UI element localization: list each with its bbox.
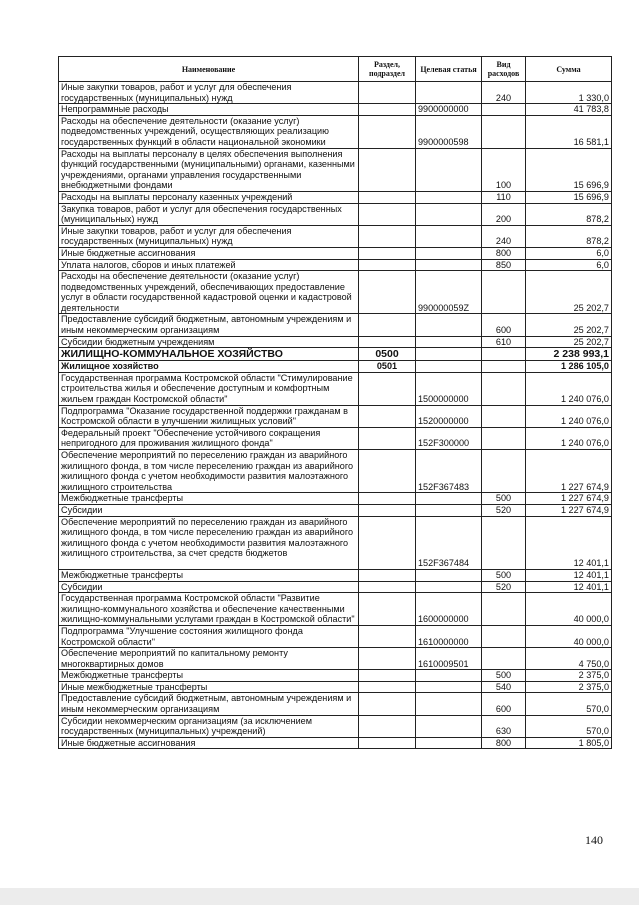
- cell-section: [359, 504, 416, 516]
- table-row: [59, 104, 612, 116]
- cell-target: [416, 715, 482, 737]
- cell-section: [359, 82, 416, 104]
- cell-section: [359, 569, 416, 581]
- cell-kind: [482, 593, 526, 626]
- cell-name: Иные закупки товаров, работ и услуг для обеспечения государственных (муниципальных) нужд: [59, 225, 359, 247]
- cell-section: [359, 493, 416, 505]
- cell-name: Расходы на обеспечение деятельности (оказание услуг) подведомственных учреждений, обеспечивающих предоставление услуг в области государственной кадастровой оценки и кадастровой деятельности: [59, 271, 359, 314]
- cell-target: [416, 191, 482, 203]
- cell-kind: 630: [482, 715, 526, 737]
- cell-kind: 850: [482, 259, 526, 271]
- table-row: [59, 569, 612, 581]
- cell-kind: 610: [482, 336, 526, 348]
- cell-name: Субсидии некоммерческим организациям (за исключением государственных (муниципальных) учреждений): [59, 715, 359, 737]
- cell-sum: 15 696,9: [526, 148, 612, 191]
- cell-sum: 15 696,9: [526, 191, 612, 203]
- cell-section: [359, 372, 416, 405]
- cell-name: Федеральный проект "Обеспечение устойчивого сокращения непригодного для проживания жилищного фонда": [59, 427, 359, 449]
- cell-section: [359, 737, 416, 749]
- cell-section: [359, 203, 416, 225]
- cell-target: [416, 203, 482, 225]
- cell-name: Обеспечение мероприятий по переселению граждан из аварийного жилищного фонда, в том числе переселению граждан из аварийного жилищного фонда с учетом необходимости развития малоэтажного жилищного строительства: [59, 450, 359, 493]
- cell-target: 1610000000: [416, 625, 482, 647]
- header-section: Раздел, подраздел: [359, 57, 416, 82]
- header-sum: Сумма: [526, 57, 612, 82]
- cell-kind: 240: [482, 82, 526, 104]
- cell-target: [416, 493, 482, 505]
- cell-kind: [482, 348, 526, 361]
- table-row: [59, 693, 612, 715]
- cell-kind: 240: [482, 225, 526, 247]
- cell-name: Субсидии: [59, 504, 359, 516]
- table-row: [59, 593, 612, 626]
- cell-kind: 800: [482, 737, 526, 749]
- cell-kind: 520: [482, 504, 526, 516]
- cell-section: [359, 581, 416, 593]
- cell-kind: 500: [482, 493, 526, 505]
- cell-name: Обеспечение мероприятий по переселению граждан из аварийного жилищного фонда, в том числе переселению граждан из аварийного жилищного фонда с учетом необходимости развития малоэтажного жилищного строительства, за счет средств бюджетов: [59, 516, 359, 569]
- cell-section: 0500: [359, 348, 416, 361]
- cell-name: Иные бюджетные ассигнования: [59, 737, 359, 749]
- table-body: [59, 82, 612, 749]
- cell-sum: 25 202,7: [526, 271, 612, 314]
- cell-sum: 2 375,0: [526, 681, 612, 693]
- cell-sum: 1 240 076,0: [526, 427, 612, 449]
- table-row: [59, 670, 612, 682]
- table-row: [59, 247, 612, 259]
- cell-target: 1520000000: [416, 405, 482, 427]
- cell-section: [359, 670, 416, 682]
- cell-name: Обеспечение мероприятий по капитальному ремонту многоквартирных домов: [59, 648, 359, 670]
- table-row: [59, 516, 612, 569]
- bottom-band: [0, 888, 639, 905]
- cell-target: [416, 314, 482, 336]
- cell-section: [359, 104, 416, 116]
- cell-target: [416, 148, 482, 191]
- cell-kind: 110: [482, 191, 526, 203]
- cell-target: [416, 693, 482, 715]
- cell-name: Непрограммные расходы: [59, 104, 359, 116]
- cell-target: 152F367484: [416, 516, 482, 569]
- cell-section: [359, 648, 416, 670]
- cell-section: [359, 225, 416, 247]
- table-row: [59, 581, 612, 593]
- cell-kind: [482, 625, 526, 647]
- table-header: [59, 57, 612, 82]
- cell-target: [416, 348, 482, 361]
- cell-target: [416, 259, 482, 271]
- table-row: [59, 372, 612, 405]
- cell-target: [416, 581, 482, 593]
- cell-name: ЖИЛИЩНО-КОММУНАЛЬНОЕ ХОЗЯЙСТВО: [59, 348, 359, 361]
- table-row: [59, 348, 612, 361]
- cell-target: [416, 681, 482, 693]
- cell-target: 990000059Z: [416, 271, 482, 314]
- cell-section: [359, 259, 416, 271]
- header-name: Наименование: [59, 57, 359, 82]
- cell-sum: 878,2: [526, 225, 612, 247]
- table-row: [59, 191, 612, 203]
- header-target: Целевая статья: [416, 57, 482, 82]
- cell-sum: 6,0: [526, 247, 612, 259]
- cell-name: Предоставление субсидий бюджетным, автономным учреждениям и иным некоммерческим организациям: [59, 693, 359, 715]
- cell-sum: 41 783,8: [526, 104, 612, 116]
- cell-section: [359, 450, 416, 493]
- cell-target: [416, 225, 482, 247]
- cell-section: [359, 625, 416, 647]
- table-row: [59, 336, 612, 348]
- cell-name: Иные закупки товаров, работ и услуг для обеспечения государственных (муниципальных) нужд: [59, 82, 359, 104]
- header-kind: Вид расходов: [482, 57, 526, 82]
- cell-name: Закупка товаров, работ и услуг для обеспечения государственных (муниципальных) нужд: [59, 203, 359, 225]
- cell-name: Иные бюджетные ассигнования: [59, 247, 359, 259]
- cell-sum: 1 286 105,0: [526, 361, 612, 373]
- cell-sum: 1 227 674,9: [526, 493, 612, 505]
- cell-sum: 25 202,7: [526, 336, 612, 348]
- cell-sum: 2 238 993,1: [526, 348, 612, 361]
- cell-sum: 878,2: [526, 203, 612, 225]
- cell-target: 1600000000: [416, 593, 482, 626]
- cell-sum: 12 401,1: [526, 516, 612, 569]
- table-row: [59, 681, 612, 693]
- cell-target: 9900000000: [416, 104, 482, 116]
- cell-sum: 1 227 674,9: [526, 504, 612, 516]
- table-row: [59, 259, 612, 271]
- cell-sum: 4 750,0: [526, 648, 612, 670]
- cell-name: Иные межбюджетные трансферты: [59, 681, 359, 693]
- cell-section: [359, 593, 416, 626]
- cell-target: [416, 82, 482, 104]
- budget-page: [58, 56, 612, 749]
- cell-kind: [482, 450, 526, 493]
- table-row: [59, 504, 612, 516]
- cell-kind: 600: [482, 693, 526, 715]
- cell-section: [359, 115, 416, 148]
- cell-target: [416, 569, 482, 581]
- cell-target: [416, 737, 482, 749]
- cell-target: [416, 670, 482, 682]
- cell-name: Межбюджетные трансферты: [59, 493, 359, 505]
- cell-name: Субсидии: [59, 581, 359, 593]
- table-row: [59, 450, 612, 493]
- cell-sum: 570,0: [526, 693, 612, 715]
- cell-name: Расходы на обеспечение деятельности (оказание услуг) подведомственных учреждений, осуществляющих реализацию государственных функций в области национальной экономики: [59, 115, 359, 148]
- table-row: [59, 648, 612, 670]
- cell-name: Расходы на выплаты персоналу в целях обеспечения выполнения функций государственными (муниципальными) органами, казенными учреждениями, органами управления государственными внебюджетными фондами: [59, 148, 359, 191]
- table-row: [59, 203, 612, 225]
- cell-sum: 6,0: [526, 259, 612, 271]
- cell-kind: 600: [482, 314, 526, 336]
- cell-name: Государственная программа Костромской области "Стимулирование строительства жилья и обеспечение доступным и комфортным жильем граждан Костромской области": [59, 372, 359, 405]
- budget-table: [58, 56, 612, 749]
- table-row: [59, 427, 612, 449]
- cell-section: [359, 693, 416, 715]
- table-row: [59, 115, 612, 148]
- table-row: [59, 82, 612, 104]
- table-row: [59, 314, 612, 336]
- cell-kind: 540: [482, 681, 526, 693]
- cell-section: [359, 336, 416, 348]
- cell-sum: 12 401,1: [526, 569, 612, 581]
- cell-kind: [482, 405, 526, 427]
- table-row: [59, 271, 612, 314]
- cell-kind: [482, 372, 526, 405]
- cell-name: Субсидии бюджетным учреждениям: [59, 336, 359, 348]
- cell-kind: 800: [482, 247, 526, 259]
- table-row: [59, 148, 612, 191]
- table-row: [59, 715, 612, 737]
- cell-kind: 500: [482, 670, 526, 682]
- cell-section: [359, 405, 416, 427]
- cell-name: Межбюджетные трансферты: [59, 670, 359, 682]
- cell-section: 0501: [359, 361, 416, 373]
- cell-name: Подпрограмма "Улучшение состояния жилищного фонда Костромской области": [59, 625, 359, 647]
- cell-section: [359, 314, 416, 336]
- table-row: [59, 361, 612, 373]
- cell-sum: 1 240 076,0: [526, 372, 612, 405]
- cell-kind: [482, 427, 526, 449]
- cell-target: 1610009501: [416, 648, 482, 670]
- cell-target: [416, 361, 482, 373]
- cell-section: [359, 681, 416, 693]
- table-row: [59, 493, 612, 505]
- cell-kind: 520: [482, 581, 526, 593]
- cell-kind: [482, 516, 526, 569]
- cell-name: Жилищное хозяйство: [59, 361, 359, 373]
- cell-sum: 12 401,1: [526, 581, 612, 593]
- cell-kind: 100: [482, 148, 526, 191]
- cell-section: [359, 516, 416, 569]
- cell-sum: 2 375,0: [526, 670, 612, 682]
- cell-name: Предоставление субсидий бюджетным, автономным учреждениям и иным некоммерческим организациям: [59, 314, 359, 336]
- cell-target: [416, 504, 482, 516]
- cell-kind: [482, 104, 526, 116]
- cell-section: [359, 715, 416, 737]
- table-row: [59, 225, 612, 247]
- cell-target: 1500000000: [416, 372, 482, 405]
- cell-sum: 1 240 076,0: [526, 405, 612, 427]
- cell-kind: 500: [482, 569, 526, 581]
- cell-name: Государственная программа Костромской области "Развитие жилищно-коммунального хозяйства и обеспечение качественными жилищно-коммунальными услугами граждан в Костромской области": [59, 593, 359, 626]
- cell-sum: 40 000,0: [526, 625, 612, 647]
- cell-name: Расходы на выплаты персоналу казенных учреждений: [59, 191, 359, 203]
- cell-kind: 200: [482, 203, 526, 225]
- cell-name: Межбюджетные трансферты: [59, 569, 359, 581]
- cell-kind: [482, 271, 526, 314]
- cell-section: [359, 148, 416, 191]
- cell-kind: [482, 361, 526, 373]
- cell-target: 152F300000: [416, 427, 482, 449]
- cell-kind: [482, 648, 526, 670]
- cell-sum: 25 202,7: [526, 314, 612, 336]
- cell-target: 9900000598: [416, 115, 482, 148]
- cell-name: Подпрограмма "Оказание государственной поддержки гражданам в Костромской области в улучшении жилищных условий": [59, 405, 359, 427]
- table-row: [59, 737, 612, 749]
- cell-section: [359, 427, 416, 449]
- cell-target: 152F367483: [416, 450, 482, 493]
- cell-section: [359, 271, 416, 314]
- cell-kind: [482, 115, 526, 148]
- page-number: 140: [585, 833, 603, 847]
- cell-sum: 16 581,1: [526, 115, 612, 148]
- cell-section: [359, 191, 416, 203]
- cell-target: [416, 336, 482, 348]
- cell-sum: 1 227 674,9: [526, 450, 612, 493]
- cell-sum: 40 000,0: [526, 593, 612, 626]
- cell-sum: 1 805,0: [526, 737, 612, 749]
- cell-sum: 1 330,0: [526, 82, 612, 104]
- cell-sum: 570,0: [526, 715, 612, 737]
- cell-target: [416, 247, 482, 259]
- table-row: [59, 625, 612, 647]
- cell-section: [359, 247, 416, 259]
- cell-name: Уплата налогов, сборов и иных платежей: [59, 259, 359, 271]
- table-row: [59, 405, 612, 427]
